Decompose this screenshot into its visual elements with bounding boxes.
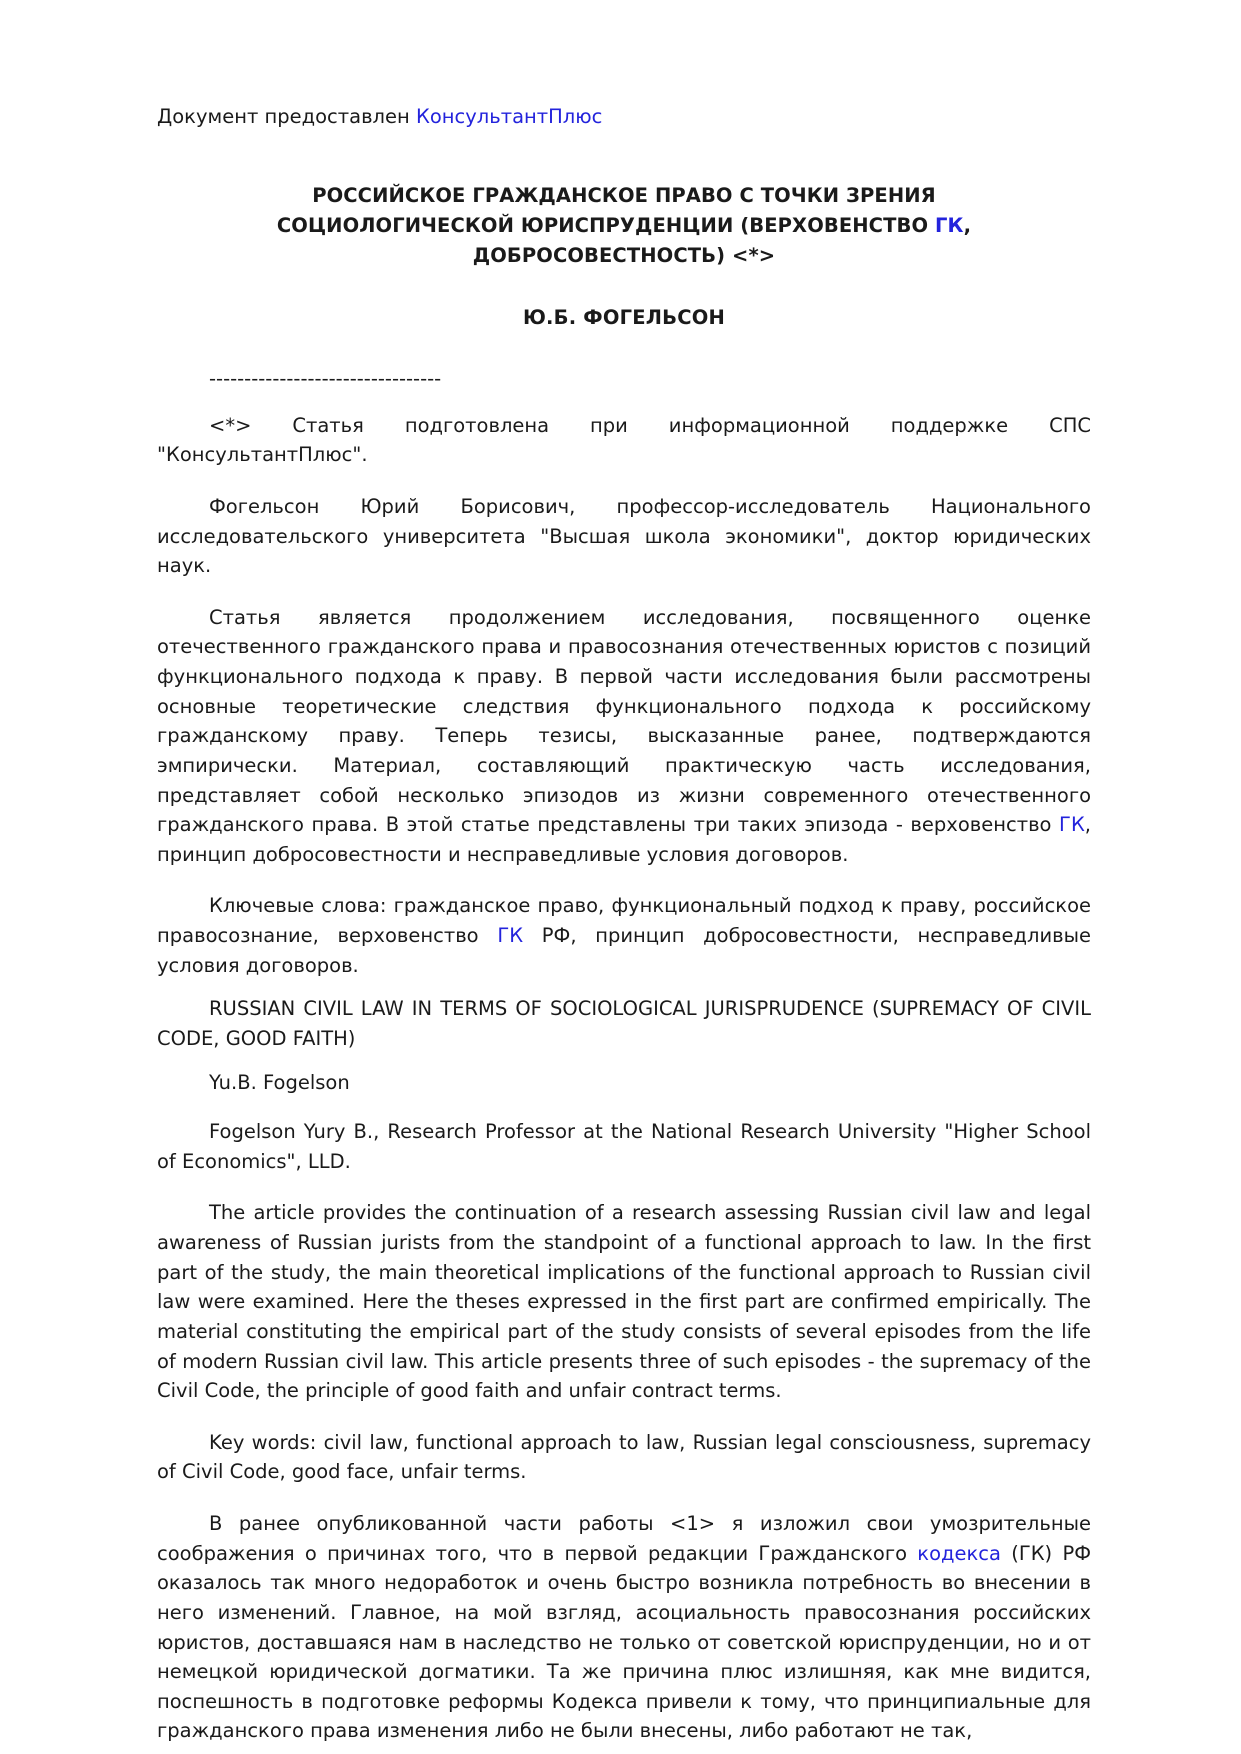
abstract-ru-part-2: , принцип добросовестности и несправедливые условия договоров. (157, 813, 1091, 866)
keywords-ru-part-1: Ключевые слова: гражданское право, функциональный подход к праву, российское правосознание, верховенство (157, 894, 1091, 948)
page-title (209, 181, 1039, 270)
keywords-en: Key words: civil law, functional approach to law, Russian legal consciousness, supremacy of Civil Code, good face, unfair terms. (157, 1430, 1091, 1484)
author-name-en: Yu.B. Fogelson (209, 1070, 350, 1094)
provider-prefix: Документ предоставлен (157, 105, 416, 128)
intro-part-2: (ГК) РФ оказалось так много недоработок и очень быстро возникла потребность во внесении в него изменений. Главное, на мой взгляд, асоциальность правосознания российских юристов, доставшаяся нам в наследство не только от советской юриспруденции, но и от немецкой юридической догматики. Та же причина плюс излишняя, как мне видится, поспешность в подготовке реформы Кодекса привели к тому, что принципиальные для гражданского права изменения либо не были внесены, либо работают не так, (157, 1541, 1091, 1743)
author-name: Ю.Б. ФОГЕЛЬСОН (522, 306, 726, 330)
document-provider-line (157, 104, 1091, 129)
author-bio-ru: Фогельсон Юрий Борисович, профессор-исследователь Национального исследовательского университета "Высшая школа экономики", доктор юридических наук. (157, 494, 1091, 578)
keywords-ru (157, 891, 1091, 980)
footnote-separator: --------------------------------- (209, 367, 442, 391)
consultant-plus-link[interactable]: КонсультантПлюс (415, 105, 603, 128)
civil-code-link-abstract[interactable]: ГК (1059, 813, 1085, 837)
keywords-ru-part-2: РФ, принцип добросовестности, несправедливые условия договоров. (157, 924, 1091, 977)
author-bio-en: Fogelson Yury B., Research Professor at the National Research University "Higher School of Economics", LLD. (157, 1120, 1091, 1173)
footnote-text: <*> Статья подготовлена при информационной поддержке СПС "КонсультантПлюс". (157, 413, 1091, 467)
abstract-ru (157, 603, 1091, 870)
civil-code-link-title[interactable]: ГК (935, 213, 964, 237)
title-en: RUSSIAN CIVIL LAW IN TERMS OF SOCIOLOGICAL JURISPRUDENCE (SUPREMACY OF CIVIL CODE, GOOD FAITH) (157, 997, 1091, 1050)
intro-part-1: В ранее опубликованной части работы <1> я изложил свои умозрительные соображения о причинах того, что в первой редакции Гражданского (157, 1512, 1091, 1565)
title-text-part-1: РОССИЙСКОЕ ГРАЖДАНСКОЕ ПРАВО С ТОЧКИ ЗРЕНИЯ СОЦИОЛОГИЧЕСКОЙ ЮРИСПРУДЕНЦИИ (ВЕРХОВЕНСТВО (276, 184, 936, 237)
abstract-en: The article provides the continuation of a research assessing Russian civil law and legal awareness of Russian jurists from the standpoint of a functional approach to law. In the first part of the study, the main theoretical implications of the functional approach to Russian civil law were examined. Here the theses expressed in the first part are confirmed empirically. The material constituting the empirical part of the study consists of several episodes from the life of modern Russian civil law. This article presents three of such episodes - the supremacy of the Civil Code, the principle of good faith and unfair contract terms. (157, 1201, 1091, 1403)
codex-link[interactable]: кодекса (917, 1541, 1001, 1565)
intro-paragraph (157, 1509, 1091, 1746)
title-text-part-2: , ДОБРОСОВЕСТНОСТЬ) <*> (472, 213, 972, 267)
civil-code-link-keywords[interactable]: ГК (497, 924, 524, 948)
abstract-ru-part-1: Статья является продолжением исследования, посвященного оценке отечественного гражданского права и правосознания отечественных юристов с позиций функционального подхода к праву. В первой части исследования были рассмотрены основные теоретические следствия функционального подхода к российскому гражданскому праву. Теперь тезисы, высказанные ранее, подтверждаются эмпирически. Материал, составляющий практическую часть исследования, представляет собой несколько эпизодов из жизни современного отечественного гражданского права. В этой статье представлены три таких эпизода - верховенство (157, 605, 1091, 837)
